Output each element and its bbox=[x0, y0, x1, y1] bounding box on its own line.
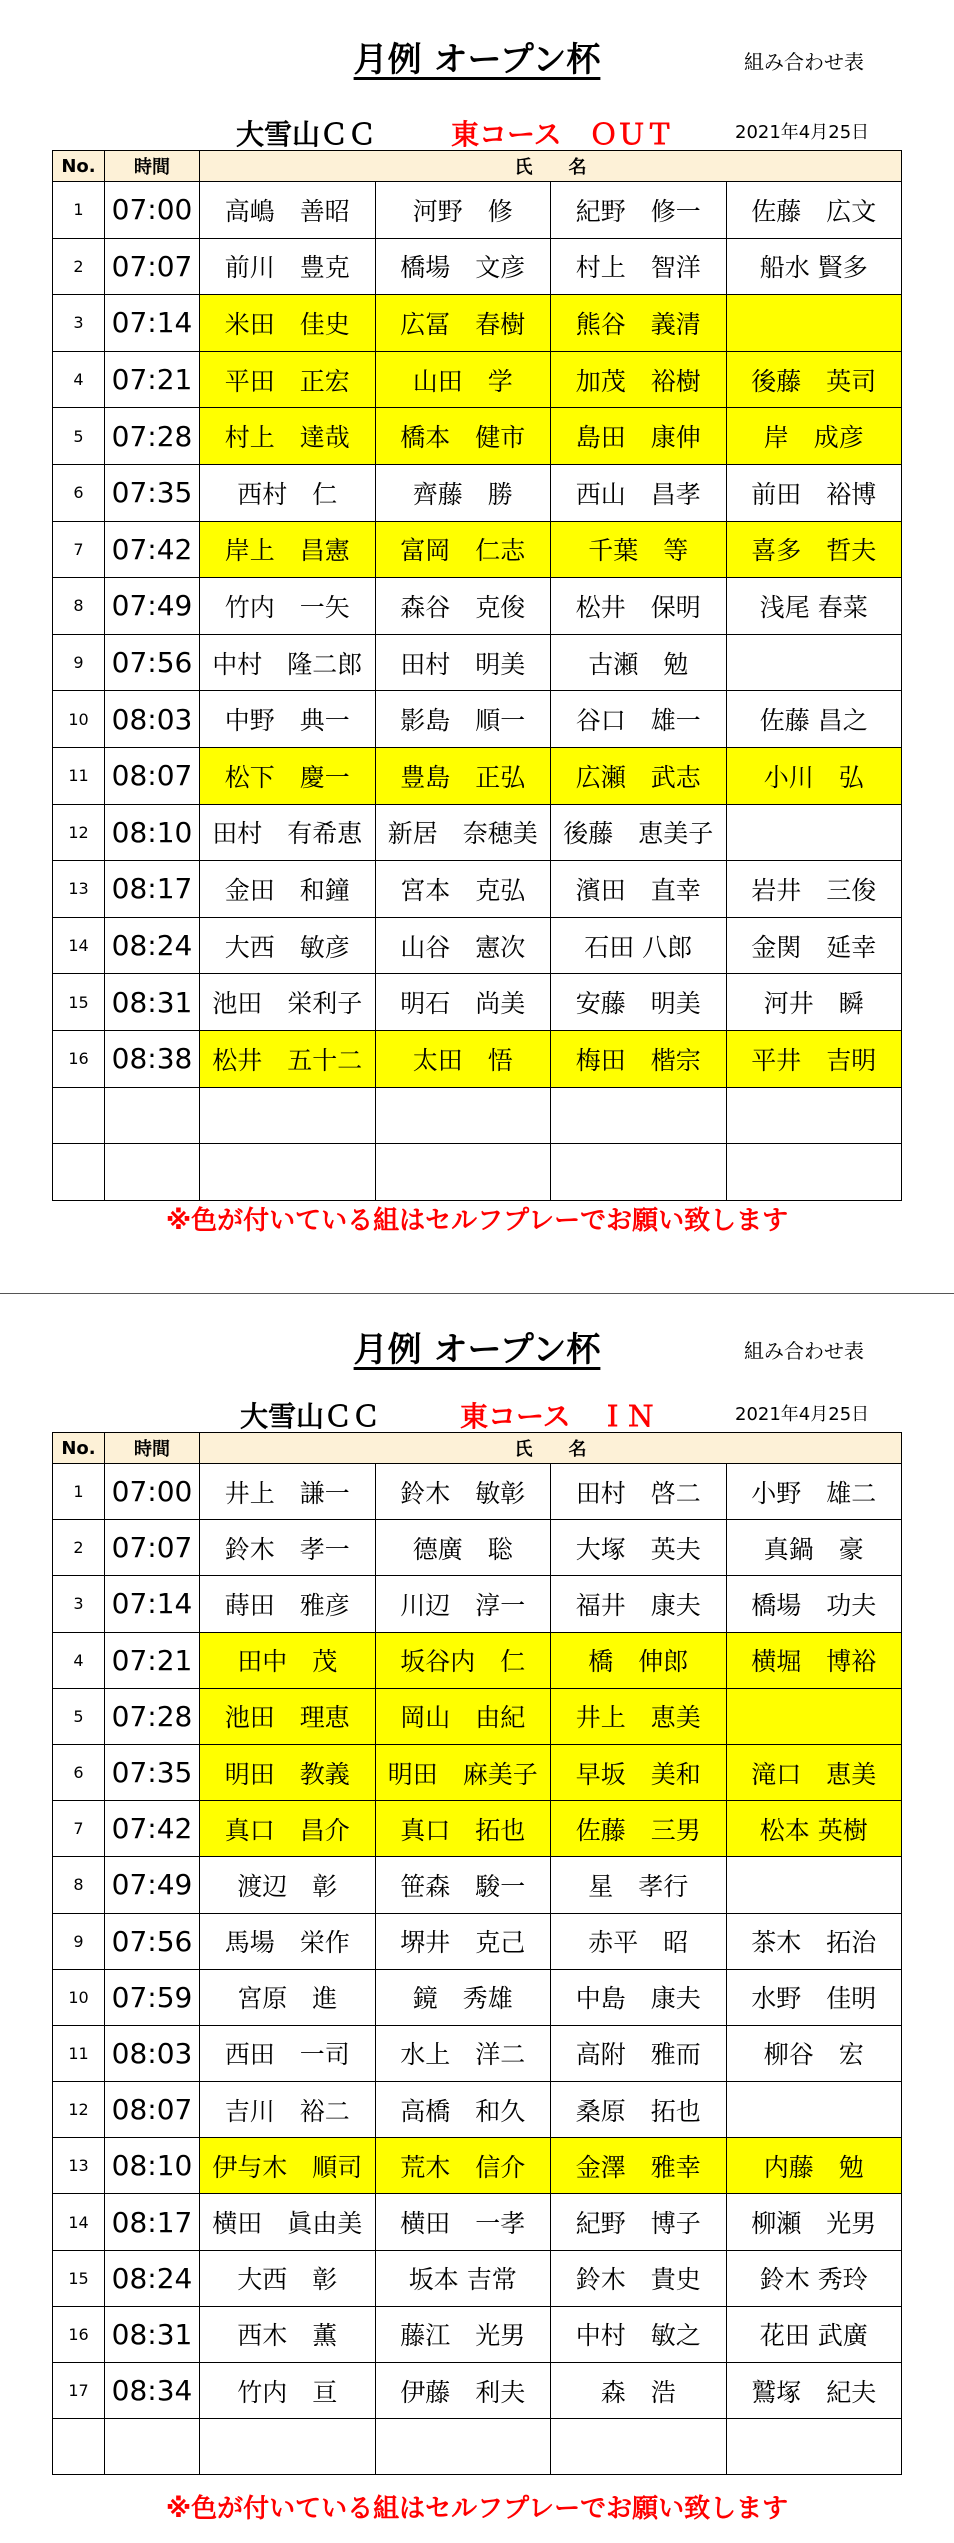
player-name: 坂谷内 仁 bbox=[375, 1632, 551, 1688]
table-row bbox=[53, 1969, 902, 2025]
player-name: 伊与木 順司 bbox=[200, 2138, 376, 2194]
player-name bbox=[551, 2419, 727, 2475]
col-name-header: 氏 名 bbox=[200, 1433, 902, 1464]
player-name: 谷口 雄一 bbox=[551, 691, 727, 748]
player-name bbox=[551, 1087, 727, 1144]
player-name: 柳瀬 光男 bbox=[726, 2194, 902, 2250]
sheet1-course: 東コース ＯＵＴ bbox=[451, 118, 674, 151]
player-name: 影島 順一 bbox=[375, 691, 551, 748]
player-name: 紀野 博子 bbox=[551, 2194, 727, 2250]
player-name: 真口 昌介 bbox=[200, 1801, 376, 1857]
player-name bbox=[200, 2419, 376, 2475]
table-row bbox=[53, 408, 902, 465]
player-name bbox=[726, 1688, 902, 1744]
group-number bbox=[53, 1087, 105, 1144]
player-name: 鷲塚 紀夫 bbox=[726, 2363, 902, 2419]
col-time-header: 時間 bbox=[105, 151, 200, 182]
table-row bbox=[53, 1087, 902, 1144]
group-number: 14 bbox=[53, 917, 105, 974]
player-name: 西村 仁 bbox=[200, 464, 376, 521]
table-row bbox=[53, 464, 902, 521]
player-name: 喜多 哲夫 bbox=[726, 521, 902, 578]
player-name: 後藤 英司 bbox=[726, 351, 902, 408]
tee-time: 07:21 bbox=[105, 1632, 200, 1688]
table-row bbox=[53, 182, 902, 239]
group-number: 5 bbox=[53, 1688, 105, 1744]
group-number: 4 bbox=[53, 1632, 105, 1688]
player-name: 星 孝行 bbox=[551, 1857, 727, 1913]
tee-time: 07:42 bbox=[105, 521, 200, 578]
player-name: 馬場 栄作 bbox=[200, 1913, 376, 1969]
player-name: 笹森 駿一 bbox=[375, 1857, 551, 1913]
tee-time: 08:31 bbox=[105, 2306, 200, 2362]
player-name: 松井 五十二 bbox=[200, 1030, 376, 1087]
group-number: 16 bbox=[53, 1030, 105, 1087]
table-row bbox=[53, 691, 902, 748]
group-number: 4 bbox=[53, 351, 105, 408]
sheet1-title: 月例 オープン杯 bbox=[353, 40, 601, 80]
tee-time: 08:24 bbox=[105, 2250, 200, 2306]
player-name: 大西 敏彦 bbox=[200, 917, 376, 974]
player-name bbox=[726, 804, 902, 861]
player-name bbox=[375, 1144, 551, 1201]
player-name: 安藤 明美 bbox=[551, 974, 727, 1031]
group-number bbox=[53, 1144, 105, 1201]
tee-time: 08:34 bbox=[105, 2363, 200, 2419]
player-name bbox=[726, 295, 902, 352]
tee-time: 07:56 bbox=[105, 634, 200, 691]
table-row bbox=[53, 578, 902, 635]
player-name: 鈴木 貴史 bbox=[551, 2250, 727, 2306]
player-name: 河井 瞬 bbox=[726, 974, 902, 1031]
group-number: 10 bbox=[53, 1969, 105, 2025]
group-number: 6 bbox=[53, 1744, 105, 1800]
table-row bbox=[53, 747, 902, 804]
group-number: 7 bbox=[53, 521, 105, 578]
player-name: 高附 雅而 bbox=[551, 2025, 727, 2081]
sheet1-note: ※色が付いている組はセルフプレーでお願い致します bbox=[165, 1206, 789, 1236]
group-number: 17 bbox=[53, 2363, 105, 2419]
player-name: 橋場 文彦 bbox=[375, 238, 551, 295]
player-name: 松下 慶一 bbox=[200, 747, 376, 804]
tee-time: 07:49 bbox=[105, 578, 200, 635]
tee-time: 08:38 bbox=[105, 1030, 200, 1087]
table-row bbox=[53, 861, 902, 918]
player-name: 後藤 恵美子 bbox=[551, 804, 727, 861]
player-name: 鈴木 秀玲 bbox=[726, 2250, 902, 2306]
player-name: 山田 学 bbox=[375, 351, 551, 408]
player-name bbox=[551, 1144, 727, 1201]
player-name: 鈴木 敏彰 bbox=[375, 1464, 551, 1520]
group-number: 8 bbox=[53, 1857, 105, 1913]
group-number: 13 bbox=[53, 2138, 105, 2194]
tee-time: 08:24 bbox=[105, 917, 200, 974]
player-name: 荒木 信介 bbox=[375, 2138, 551, 2194]
table-row bbox=[53, 974, 902, 1031]
group-number: 2 bbox=[53, 238, 105, 295]
player-name: 岩井 三俊 bbox=[726, 861, 902, 918]
player-name: 小野 雄二 bbox=[726, 1464, 902, 1520]
player-name: 滝口 恵美 bbox=[726, 1744, 902, 1800]
player-name: 竹内 一矢 bbox=[200, 578, 376, 635]
player-name: 千葉 等 bbox=[551, 521, 727, 578]
tee-time: 08:07 bbox=[105, 747, 200, 804]
group-number: 15 bbox=[53, 2250, 105, 2306]
table-row bbox=[53, 238, 902, 295]
sheet2-course: 東コース ＩＮ bbox=[460, 1400, 655, 1433]
tee-time: 07:35 bbox=[105, 464, 200, 521]
player-name: 井上 謙一 bbox=[200, 1464, 376, 1520]
player-name bbox=[726, 2419, 902, 2475]
sheet2-note: ※色が付いている組はセルフプレーでお願い致します bbox=[165, 2494, 789, 2524]
player-name: 橋場 功夫 bbox=[726, 1576, 902, 1632]
player-name: 太田 悟 bbox=[375, 1030, 551, 1087]
player-name: 佐藤 昌之 bbox=[726, 691, 902, 748]
table-row bbox=[53, 2138, 902, 2194]
player-name: 広冨 春樹 bbox=[375, 295, 551, 352]
player-name: 鈴木 孝一 bbox=[200, 1520, 376, 1576]
table-row bbox=[53, 1801, 902, 1857]
player-name: 桑原 拓也 bbox=[551, 2082, 727, 2138]
group-number: 9 bbox=[53, 634, 105, 691]
col-no-header: No. bbox=[53, 151, 105, 182]
player-name: 田中 茂 bbox=[200, 1632, 376, 1688]
player-name: 赤平 昭 bbox=[551, 1913, 727, 1969]
player-name: 井上 恵美 bbox=[551, 1688, 727, 1744]
tee-time: 07:28 bbox=[105, 408, 200, 465]
player-name: 西山 昌孝 bbox=[551, 464, 727, 521]
group-number: 15 bbox=[53, 974, 105, 1031]
table-row bbox=[53, 1576, 902, 1632]
group-number: 3 bbox=[53, 1576, 105, 1632]
player-name: 金澤 雅幸 bbox=[551, 2138, 727, 2194]
group-number: 11 bbox=[53, 747, 105, 804]
player-name: 平井 吉明 bbox=[726, 1030, 902, 1087]
table-row bbox=[53, 2363, 902, 2419]
player-name: 德廣 聡 bbox=[375, 1520, 551, 1576]
group-number: 6 bbox=[53, 464, 105, 521]
player-name: 田村 啓二 bbox=[551, 1464, 727, 1520]
player-name bbox=[200, 1087, 376, 1144]
player-name: 明石 尚美 bbox=[375, 974, 551, 1031]
player-name: 村上 智洋 bbox=[551, 238, 727, 295]
table-row bbox=[53, 1913, 902, 1969]
player-name bbox=[726, 634, 902, 691]
player-name bbox=[726, 1857, 902, 1913]
player-name: 宮本 克弘 bbox=[375, 861, 551, 918]
player-name: 熊谷 義清 bbox=[551, 295, 727, 352]
table-row bbox=[53, 2082, 902, 2138]
player-name: 川辺 淳一 bbox=[375, 1576, 551, 1632]
table-row bbox=[53, 1632, 902, 1688]
player-name: 明田 教義 bbox=[200, 1744, 376, 1800]
tee-time: 07:14 bbox=[105, 1576, 200, 1632]
player-name: 島田 康伸 bbox=[551, 408, 727, 465]
group-number: 12 bbox=[53, 804, 105, 861]
group-number: 9 bbox=[53, 1913, 105, 1969]
player-name: 梅田 楷宗 bbox=[551, 1030, 727, 1087]
table-row bbox=[53, 521, 902, 578]
tee-time: 08:17 bbox=[105, 2194, 200, 2250]
tee-time: 08:03 bbox=[105, 691, 200, 748]
group-number: 8 bbox=[53, 578, 105, 635]
player-name: 真口 拓也 bbox=[375, 1801, 551, 1857]
player-name: 西田 一司 bbox=[200, 2025, 376, 2081]
player-name: 船水 賢多 bbox=[726, 238, 902, 295]
table-row bbox=[53, 351, 902, 408]
player-name: 鏡 秀雄 bbox=[375, 1969, 551, 2025]
sheet2-subtitle: 組み合わせ表 bbox=[744, 1339, 864, 1363]
col-no-header: No. bbox=[53, 1433, 105, 1464]
player-name: 河野 修 bbox=[375, 182, 551, 239]
pairing-table-in bbox=[52, 1432, 902, 2475]
player-name: 内藤 勉 bbox=[726, 2138, 902, 2194]
player-name: 高橋 和久 bbox=[375, 2082, 551, 2138]
tee-time: 07:35 bbox=[105, 1744, 200, 1800]
player-name: 明田 麻美子 bbox=[375, 1744, 551, 1800]
sheet1-subtitle: 組み合わせ表 bbox=[744, 50, 864, 74]
player-name: 浅尾 春菜 bbox=[726, 578, 902, 635]
player-name: 吉川 裕二 bbox=[200, 2082, 376, 2138]
group-number: 10 bbox=[53, 691, 105, 748]
group-number: 5 bbox=[53, 408, 105, 465]
player-name: 早坂 美和 bbox=[551, 1744, 727, 1800]
player-name: 佐藤 広文 bbox=[726, 182, 902, 239]
player-name: 古瀬 勉 bbox=[551, 634, 727, 691]
player-name: 濱田 直幸 bbox=[551, 861, 727, 918]
player-name: 森 浩 bbox=[551, 2363, 727, 2419]
player-name: 真鍋 豪 bbox=[726, 1520, 902, 1576]
player-name: 横田 一孝 bbox=[375, 2194, 551, 2250]
player-name: 紀野 修一 bbox=[551, 182, 727, 239]
player-name: 福井 康夫 bbox=[551, 1576, 727, 1632]
player-name: 中村 敏之 bbox=[551, 2306, 727, 2362]
tee-time: 07:07 bbox=[105, 1520, 200, 1576]
tee-time: 07:59 bbox=[105, 1969, 200, 2025]
sheet2-venue: 大雪山ＣＣ bbox=[240, 1400, 381, 1433]
table-row bbox=[53, 1030, 902, 1087]
group-number: 7 bbox=[53, 1801, 105, 1857]
player-name: 渡辺 彰 bbox=[200, 1857, 376, 1913]
player-name: 金田 和鐘 bbox=[200, 861, 376, 918]
player-name: 堺井 克己 bbox=[375, 1913, 551, 1969]
group-number: 12 bbox=[53, 2082, 105, 2138]
player-name: 茶木 拓治 bbox=[726, 1913, 902, 1969]
tee-time: 07:42 bbox=[105, 1801, 200, 1857]
table-row bbox=[53, 1144, 902, 1201]
col-name-header: 氏 名 bbox=[200, 151, 902, 182]
table-row bbox=[53, 2419, 902, 2475]
sheet2-title: 月例 オープン杯 bbox=[353, 1330, 601, 1370]
player-name: 中村 隆二郎 bbox=[200, 634, 376, 691]
player-name: 横田 眞由美 bbox=[200, 2194, 376, 2250]
tee-time: 07:21 bbox=[105, 351, 200, 408]
tee-time: 07:28 bbox=[105, 1688, 200, 1744]
player-name: 平田 正宏 bbox=[200, 351, 376, 408]
sheet2-date: 2021年4月25日 bbox=[735, 1404, 870, 1425]
player-name: 池田 理恵 bbox=[200, 1688, 376, 1744]
player-name: 松井 保明 bbox=[551, 578, 727, 635]
table-row bbox=[53, 1744, 902, 1800]
group-number: 1 bbox=[53, 182, 105, 239]
player-name: 橋 伸郎 bbox=[551, 1632, 727, 1688]
player-name: 大塚 英夫 bbox=[551, 1520, 727, 1576]
player-name: 村上 達哉 bbox=[200, 408, 376, 465]
player-name: 佐藤 三男 bbox=[551, 1801, 727, 1857]
pairing-table-out bbox=[52, 150, 902, 1201]
tee-time: 08:17 bbox=[105, 861, 200, 918]
tee-time: 07:14 bbox=[105, 295, 200, 352]
table-row bbox=[53, 2025, 902, 2081]
tee-time: 07:00 bbox=[105, 182, 200, 239]
player-name: 石田 八郎 bbox=[551, 917, 727, 974]
tee-time: 08:07 bbox=[105, 2082, 200, 2138]
player-name: 広瀬 武志 bbox=[551, 747, 727, 804]
player-name: 柳谷 宏 bbox=[726, 2025, 902, 2081]
player-name: 水野 佳明 bbox=[726, 1969, 902, 2025]
player-name: 岸上 昌憲 bbox=[200, 521, 376, 578]
player-name: 池田 栄利子 bbox=[200, 974, 376, 1031]
tee-time bbox=[105, 2419, 200, 2475]
table-row bbox=[53, 2194, 902, 2250]
table-row bbox=[53, 2306, 902, 2362]
table-row bbox=[53, 804, 902, 861]
table-row bbox=[53, 1520, 902, 1576]
sheet1-date: 2021年4月25日 bbox=[735, 122, 870, 143]
tee-time: 08:03 bbox=[105, 2025, 200, 2081]
player-name: 米田 佳史 bbox=[200, 295, 376, 352]
table-row bbox=[53, 634, 902, 691]
player-name bbox=[375, 1087, 551, 1144]
table-row bbox=[53, 295, 902, 352]
player-name: 田村 明美 bbox=[375, 634, 551, 691]
player-name: 豊島 正弘 bbox=[375, 747, 551, 804]
player-name: 森谷 克俊 bbox=[375, 578, 551, 635]
player-name: 中野 典一 bbox=[200, 691, 376, 748]
tee-time: 08:10 bbox=[105, 2138, 200, 2194]
player-name: 山谷 憲次 bbox=[375, 917, 551, 974]
tee-time: 07:56 bbox=[105, 1913, 200, 1969]
tee-time: 07:00 bbox=[105, 1464, 200, 1520]
group-number: 1 bbox=[53, 1464, 105, 1520]
tee-time: 08:10 bbox=[105, 804, 200, 861]
group-number: 3 bbox=[53, 295, 105, 352]
player-name: 加茂 裕樹 bbox=[551, 351, 727, 408]
group-number: 13 bbox=[53, 861, 105, 918]
player-name: 富岡 仁志 bbox=[375, 521, 551, 578]
table-row bbox=[53, 1464, 902, 1520]
player-name: 花田 武廣 bbox=[726, 2306, 902, 2362]
player-name bbox=[200, 1144, 376, 1201]
player-name: 蒔田 雅彦 bbox=[200, 1576, 376, 1632]
table-row bbox=[53, 1688, 902, 1744]
player-name: 宮原 進 bbox=[200, 1969, 376, 2025]
player-name: 松本 英樹 bbox=[726, 1801, 902, 1857]
player-name: 前川 豊克 bbox=[200, 238, 376, 295]
tee-time: 07:49 bbox=[105, 1857, 200, 1913]
player-name: 横堀 博裕 bbox=[726, 1632, 902, 1688]
group-number: 11 bbox=[53, 2025, 105, 2081]
table-row bbox=[53, 1857, 902, 1913]
player-name: 齊藤 勝 bbox=[375, 464, 551, 521]
player-name bbox=[726, 1087, 902, 1144]
player-name bbox=[726, 1144, 902, 1201]
player-name: 田村 有希恵 bbox=[200, 804, 376, 861]
player-name: 岡山 由紀 bbox=[375, 1688, 551, 1744]
player-name: 金関 延幸 bbox=[726, 917, 902, 974]
player-name: 坂本 吉常 bbox=[375, 2250, 551, 2306]
player-name: 竹内 亘 bbox=[200, 2363, 376, 2419]
player-name: 大西 彰 bbox=[200, 2250, 376, 2306]
player-name: 新居 奈穂美 bbox=[375, 804, 551, 861]
player-name: 前田 裕博 bbox=[726, 464, 902, 521]
player-name: 岸 成彦 bbox=[726, 408, 902, 465]
table-row bbox=[53, 2250, 902, 2306]
group-number: 14 bbox=[53, 2194, 105, 2250]
tee-time: 07:07 bbox=[105, 238, 200, 295]
divider bbox=[0, 1293, 954, 1294]
tee-time bbox=[105, 1087, 200, 1144]
group-number: 16 bbox=[53, 2306, 105, 2362]
player-name: 中島 康夫 bbox=[551, 1969, 727, 2025]
player-name: 橋本 健市 bbox=[375, 408, 551, 465]
player-name: 西木 薫 bbox=[200, 2306, 376, 2362]
player-name bbox=[375, 2419, 551, 2475]
group-number bbox=[53, 2419, 105, 2475]
table-row bbox=[53, 917, 902, 974]
col-time-header: 時間 bbox=[105, 1433, 200, 1464]
player-name: 水上 洋二 bbox=[375, 2025, 551, 2081]
tee-time bbox=[105, 1144, 200, 1201]
player-name: 高嶋 善昭 bbox=[200, 182, 376, 239]
player-name: 伊藤 利夫 bbox=[375, 2363, 551, 2419]
player-name: 小川 弘 bbox=[726, 747, 902, 804]
tee-time: 08:31 bbox=[105, 974, 200, 1031]
group-number: 2 bbox=[53, 1520, 105, 1576]
player-name: 藤江 光男 bbox=[375, 2306, 551, 2362]
player-name bbox=[726, 2082, 902, 2138]
sheet1-venue: 大雪山ＣＣ bbox=[236, 118, 377, 151]
